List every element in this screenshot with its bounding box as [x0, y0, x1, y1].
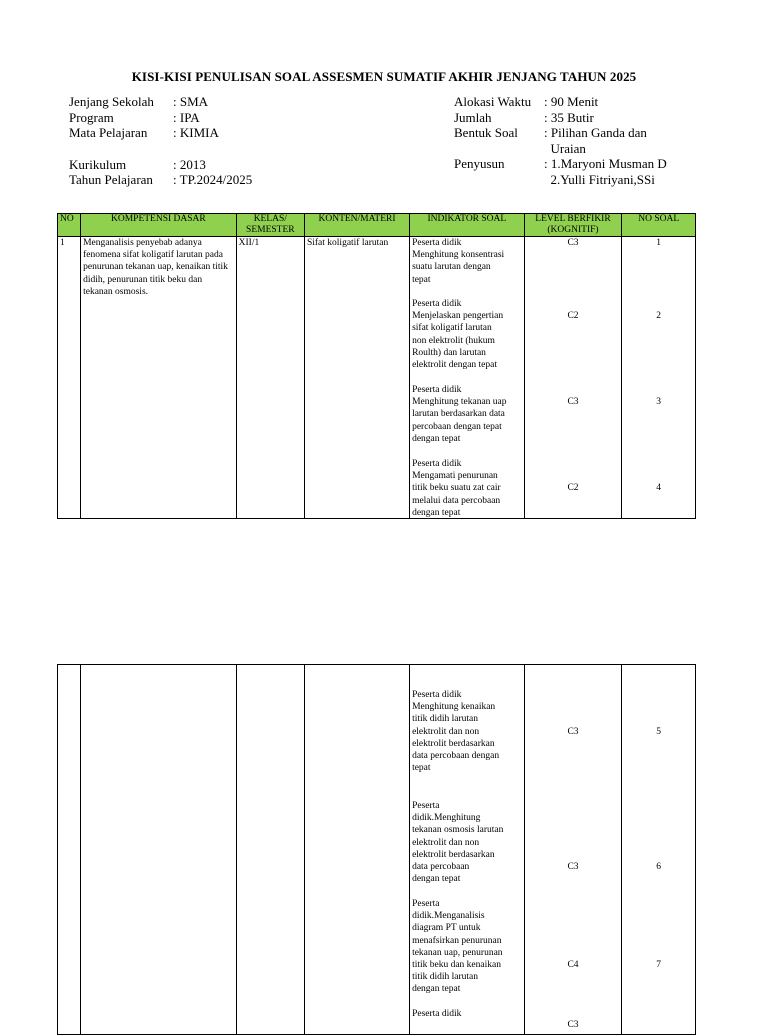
- no-soal-value: 6: [656, 862, 662, 872]
- meta-label: Bentuk Soal: [454, 125, 518, 140]
- meta-value: Uraian: [544, 140, 586, 156]
- meta-label: Tahun Pelajaran: [69, 172, 153, 187]
- meta-label: [454, 172, 544, 188]
- meta-left: [69, 94, 252, 188]
- cell-indikator-group: [410, 237, 525, 519]
- meta-value: : SMA: [173, 94, 209, 109]
- meta-value: : IPA: [173, 109, 200, 125]
- meta-label: Jenjang Sekolah: [69, 94, 154, 109]
- table-row: [58, 665, 696, 1035]
- level-value: C3: [567, 862, 579, 872]
- header-indikator-soal: INDIKATOR SOAL: [410, 214, 525, 237]
- meta-right: [454, 94, 667, 187]
- header-no: NO: [58, 214, 81, 237]
- meta-label: Mata Pelajaran: [69, 125, 148, 140]
- cell-kompetensi-dasar: [81, 665, 237, 1035]
- meta-row-penyusun: [454, 156, 667, 172]
- meta-row-jenjang: [69, 94, 252, 110]
- header-level-berfikir: LEVEL BERFIKIR (KOGNITIF): [524, 214, 622, 237]
- indikator-item: Peserta didik Mengamati penurunan titik beku suatu zat cair melalui data percobaan dengan tepat: [412, 459, 501, 518]
- cell-kelas: XII/1: [236, 237, 304, 519]
- level-value: C2: [567, 311, 579, 321]
- meta-value: : TP.2024/2025: [173, 172, 253, 187]
- document-title: KISI-KISI PENULISAN SOAL ASSESMEN SUMATIF AKHIR JENJANG TAHUN 2025: [131, 69, 637, 84]
- cell-no-soal-group: [622, 237, 696, 519]
- level-value: C4: [567, 960, 579, 970]
- meta-label: Program: [69, 109, 114, 125]
- cell-indikator-group: [410, 665, 525, 1035]
- meta-value: : 2013: [173, 156, 206, 172]
- cell-konten: [304, 665, 409, 1035]
- level-value: C3: [567, 727, 579, 737]
- meta-row-program: [69, 110, 252, 126]
- level-value: C3: [567, 397, 579, 407]
- indikator-item: Peserta didik Menghitung konsentrasi suatu larutan dengan tepat: [412, 238, 505, 285]
- table-row: [58, 237, 696, 519]
- level-value: C2: [567, 483, 579, 493]
- meta-value: : 90 Menit: [544, 94, 599, 109]
- cell-no: [58, 665, 81, 1035]
- meta-value: : 1.Maryoni Musman D: [544, 156, 667, 171]
- meta-label: Penyusun: [454, 156, 505, 171]
- header-kompetensi-dasar: KOMPETENSI DASAR: [81, 214, 237, 237]
- cell-kelas: [236, 665, 304, 1035]
- meta-value: : KIMIA: [173, 125, 219, 140]
- cell-kompetensi-dasar: Menganalisis penyebab adanya fenomena sifat koligatif larutan pada penurunan tekanan uap, kenaikan titik didih, penurunan titik beku dan tekanan osmosis.: [81, 237, 237, 519]
- no-soal-value: 3: [656, 397, 662, 407]
- meta-value: : Pilihan Ganda dan: [544, 125, 647, 140]
- meta-label: Kurikulum: [69, 156, 127, 172]
- no-soal-value: 1: [656, 238, 662, 248]
- meta-value: : 35 Butir: [544, 109, 594, 125]
- meta-label: [454, 141, 544, 157]
- no-soal-value: 2: [656, 311, 662, 321]
- meta-row-tahun: [69, 172, 252, 188]
- header-no-soal: NO SOAL: [622, 214, 696, 237]
- indikator-item: Peserta didik.Menghitung tekanan osmosis larutan elektrolit dan non elektrolit berdasarkan data percobaan dengan tepat: [412, 801, 504, 885]
- cell-konten: Sifat koligatif larutan: [304, 237, 409, 519]
- meta-row-bentuk-cont: [454, 141, 667, 157]
- table-header-row: [58, 214, 696, 237]
- indikator-item: Peserta didik Menghitung tekanan uap larutan berdasarkan data percobaan dengan tepat dengan tepat: [412, 385, 507, 444]
- indikator-item: Peserta didik.Menganalisis diagram PT untuk menafsirkan penurunan tekanan uap, penurunan titik beku dan kenaikan titik didih larutan dengan tepat: [412, 899, 503, 995]
- meta-label: Jumlah: [454, 109, 492, 125]
- no-soal-value: 4: [656, 483, 662, 493]
- level-value: C3: [567, 238, 579, 248]
- header-konten-materi: KONTEN/MATERI: [304, 214, 409, 237]
- cell-level-group: [524, 665, 622, 1035]
- indikator-item: Peserta didik Menjelaskan pengertian sifat koligatif larutan non elektrolit (hukum Roulth) dan larutan elektrolit dengan tepat: [412, 299, 504, 371]
- meta-row-jumlah: [454, 110, 667, 126]
- kisi-table-page-1: [57, 213, 696, 519]
- no-soal-value: 7: [656, 960, 662, 970]
- meta-row-bentuk: [454, 125, 667, 141]
- cell-no: 1: [58, 237, 81, 519]
- meta-row-mapel: [69, 125, 252, 141]
- meta-row-kurikulum: [69, 157, 252, 173]
- meta-value: 2.Yulli Fitriyani,SSi: [544, 171, 655, 187]
- indikator-item: Peserta didik Menghitung kenaikan titik didih larutan elektrolit dan non elektrolit berdasarkan data percobaan dengan tepat: [412, 690, 500, 774]
- no-soal-value: 5: [656, 727, 662, 737]
- indikator-item: Peserta didik: [412, 1009, 462, 1019]
- meta-label: Alokasi Waktu: [454, 94, 532, 109]
- header-kelas-semester: KELAS/ SEMESTER: [236, 214, 304, 237]
- cell-level-group: [524, 237, 622, 519]
- cell-no-soal-group: [622, 665, 696, 1035]
- kisi-table-page-2: [57, 664, 696, 1035]
- level-value: C3: [567, 1020, 579, 1030]
- meta-row-penyusun-cont: [454, 172, 667, 188]
- meta-row-alokasi: [454, 94, 667, 110]
